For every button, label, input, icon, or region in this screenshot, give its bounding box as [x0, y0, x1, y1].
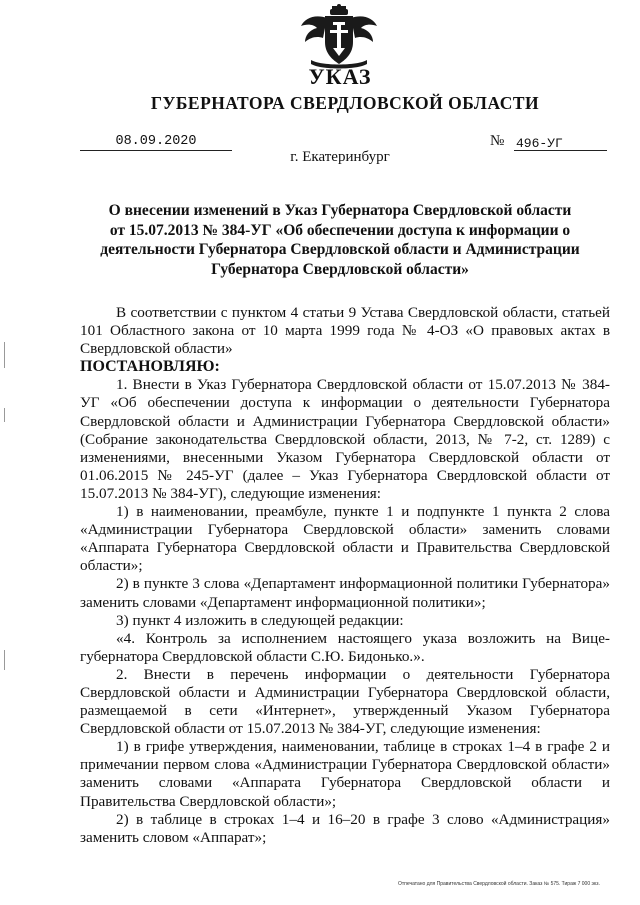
number-sign: № [490, 133, 505, 149]
issuer-heading: ГУБЕРНАТОРА СВЕРДЛОВСКОЙ ОБЛАСТИ [150, 93, 540, 113]
clause-1-item-1: 1) в наименовании, преамбуле, пункте 1 и подпункте 1 пункта 2 слова «Администрации Губернатора Свердловской области» заменить словами «Аппарата Губернатора Свердловской области и Правительства Свердловской области»; [80, 503, 610, 575]
scan-margin-mark [4, 650, 5, 670]
clause-2: 2. Внести в перечень информации о деятельности Губернатора Свердловской области и Администрации Губернатора Свердловской области, размещаемой в сети «Интернет», утвержденный Указом Губернатора Свердловской области от 15.07.2013 № 384-УГ, следующие изменения: [80, 665, 610, 738]
sverdlovsk-coat-of-arms-icon [297, 4, 381, 70]
clause-1-item-3-text: «4. Контроль за исполнением настоящего указа возложить на Вице-губернатора Свердловской области С.Ю. Бидонько.». [80, 629, 610, 665]
clause-2-item-1: 1) в грифе утверждения, наименовании, таблице в строках 1–4 в графе 2 и примечании первом слова «Администрации Губернатора Свердловской области» заменить словами «Аппарата Губернатора Свердловской области и Правительства Свердловской области»; [80, 738, 610, 810]
clause-1-item-2: 2) в пункте 3 слова «Департамент информационной политики Губернатора» заменить словами «Департамент информационной политики»; [80, 575, 610, 611]
decree-keyword: ПОСТАНОВЛЯЮ: [80, 358, 220, 376]
document-type-heading: УКАЗ [308, 64, 372, 89]
scan-margin-mark [4, 342, 5, 368]
document-title: О внесении изменений в Указ Губернатора Свердловской области от 15.07.2013 № 384-УГ «Об обеспечении доступа к информации о деятельности Губернатора Свердловской области и Администрации Губернатора Свердловской области» [100, 202, 580, 278]
preamble-paragraph: В соответствии с пунктом 4 статьи 9 Устава Свердловской области, статьей 101 Областного закона от 10 марта 1999 года № 4-ОЗ «О правовых актах в Свердловской области» [80, 304, 610, 358]
clause-1: 1. Внести в Указ Губернатора Свердловской области от 15.07.2013 № 384-УГ «Об обеспечении доступа к информации о деятельности Губернатора Свердловской области и Администрации Губернатора Свердловской области» (Собрание законодательства Свердловской области, 2013, № 7-2, ст. 1289) с изменениями, внесенными Указом Губернатора Свердловской области от 01.06.2015 № 245-УГ (далее – Указ Губернатора Свердловской области от 15.07.2013 № 384-УГ), следующие изменения: [80, 376, 610, 502]
scan-margin-mark [4, 408, 5, 422]
clause-2-item-2: 2) в таблице в строках 1–4 и 16–20 в графе 3 слово «Администрация» заменить словом «Аппарат»; [80, 810, 610, 846]
document-body [80, 304, 610, 847]
city: г. Екатеринбург [290, 149, 390, 165]
document-number: 496-УГ [516, 136, 563, 151]
document-date: 08.09.2020 [115, 134, 197, 149]
clause-1-item-3: 3) пункт 4 изложить в следующей редакции: [116, 611, 404, 629]
print-footer: Отпечатано для Правительства Свердловской области. Заказ № 575. Тираж 7 000 экз. [398, 881, 600, 887]
